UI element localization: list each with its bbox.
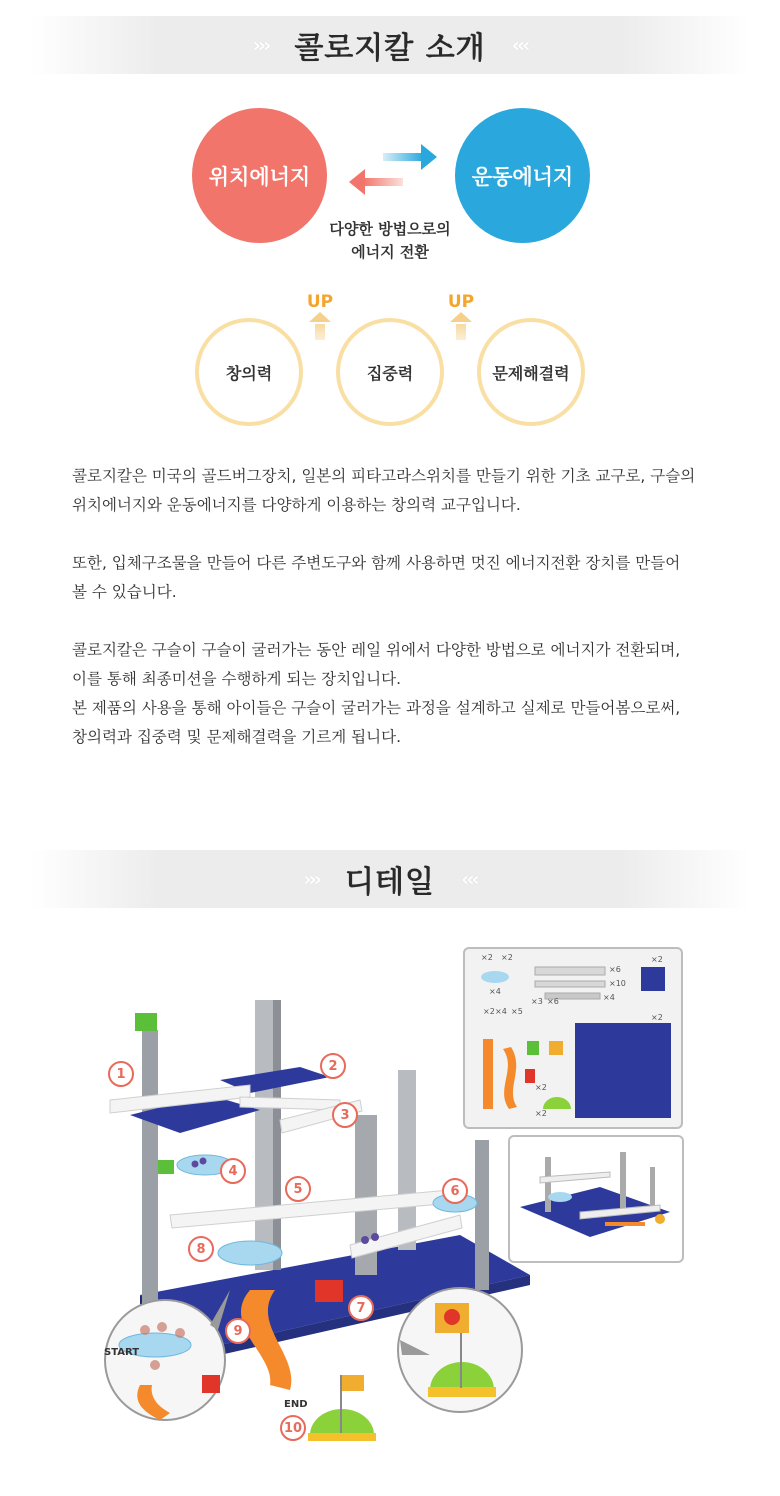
description-paragraph-2	[72, 549, 722, 607]
step-6-badge	[442, 1178, 468, 1204]
pillar	[475, 1140, 489, 1290]
text-line: 본 제품의 사용을 통해 아이들은 구슬이 굴러가는 과정을 설계하고 실제로 만들어봄으로써,	[72, 699, 681, 717]
potential-energy-label: 위치에너지	[208, 164, 311, 189]
step-number: 5	[293, 1181, 303, 1197]
step-number: 3	[340, 1107, 350, 1123]
part-count: ×4	[489, 987, 501, 996]
text-line: 볼 수 있습니다.	[72, 583, 177, 601]
skill-creativity	[195, 318, 303, 426]
step-number: 6	[450, 1183, 460, 1199]
description-paragraph-1	[72, 462, 722, 520]
step-3-badge	[332, 1102, 358, 1128]
up-label: UP	[447, 292, 475, 312]
part-count: ×2	[535, 1083, 547, 1092]
part-count: ×5	[511, 1007, 523, 1016]
step-number: 1	[116, 1066, 126, 1082]
step-number: 2	[328, 1058, 338, 1074]
end-label: END	[284, 1399, 308, 1410]
start-cube	[135, 1013, 157, 1031]
part-count: ×2	[501, 953, 513, 962]
step-2-badge	[320, 1053, 346, 1079]
conversion-line-2: 에너지 전환	[351, 243, 429, 261]
pillar	[142, 1030, 158, 1320]
part-count: ×4	[603, 993, 615, 1002]
parts-illustration	[465, 949, 681, 1127]
skill-label: 창의력	[225, 363, 273, 383]
start-label: START	[104, 1347, 140, 1358]
part-count: ×4	[495, 1007, 507, 1016]
section-title: 콜로지칼 소개	[294, 31, 486, 66]
assembled-illustration	[510, 1137, 682, 1261]
pillar	[398, 1070, 416, 1250]
step-number: 10	[283, 1420, 303, 1436]
part-count: ×2	[651, 1013, 663, 1022]
skill-label: 집중력	[366, 363, 414, 383]
part-count: ×2	[535, 1109, 547, 1118]
step-1-badge	[108, 1061, 134, 1087]
product-diagram	[100, 935, 700, 1475]
step-number: 9	[233, 1323, 243, 1339]
text-line: 콜로지칼은 구슬이 구슬이 굴러가는 동안 레일 위에서 다양한 방법으로 에너지가 전환되며,	[72, 641, 681, 659]
description-paragraph-3	[72, 636, 722, 752]
part-count: ×3	[531, 997, 543, 1006]
step-4-badge	[220, 1158, 246, 1184]
part-count: ×2	[481, 953, 493, 962]
step-5-badge	[285, 1176, 311, 1202]
text-line: 위치에너지와 운동에너지를 다양하게 이용하는 창의력 교구입니다.	[72, 496, 521, 514]
step-9-badge	[225, 1318, 251, 1344]
step-number: 4	[228, 1163, 238, 1179]
arrow-up-icon	[309, 312, 331, 322]
parts-inset	[463, 947, 683, 1129]
assembled-inset	[508, 1135, 684, 1263]
conversion-arrows-icon	[345, 140, 440, 200]
step-8-badge	[188, 1236, 214, 1262]
chevron-right-icon: ›››	[252, 33, 269, 57]
conversion-caption	[300, 218, 480, 264]
step-number: 7	[356, 1300, 366, 1316]
text-line: 이를 통해 최종미션을 수행하게 되는 장치입니다.	[72, 670, 402, 688]
step-7-badge	[348, 1295, 374, 1321]
intro-header	[30, 16, 750, 74]
step-10-badge	[280, 1415, 306, 1441]
chevron-left-icon: ‹‹‹	[460, 867, 477, 891]
step-number: 8	[196, 1241, 206, 1257]
kinetic-energy-label: 운동에너지	[471, 164, 574, 189]
zoom-bubble-left	[105, 1300, 225, 1420]
part-count: ×6	[609, 965, 621, 974]
part-count: ×6	[547, 997, 559, 1006]
skill-problem-solving	[477, 318, 585, 426]
description-text	[72, 462, 722, 781]
skill-label: 문제해결력	[492, 363, 570, 383]
up-arrow-1	[305, 292, 335, 340]
up-label: UP	[306, 292, 334, 312]
part-count: ×10	[609, 979, 626, 988]
text-line: 콜로지칼은 미국의 골드버그장치, 일본의 피타고라스위치를 만들기 위한 기초 교구로, 구슬의	[72, 467, 696, 485]
detail-header	[30, 850, 750, 908]
section-title: 디테일	[345, 865, 435, 900]
part-count: ×2	[651, 955, 663, 964]
arrow-up-icon	[450, 312, 472, 322]
chevron-right-icon: ›››	[303, 867, 320, 891]
skill-concentration	[336, 318, 444, 426]
text-line: 또한, 입체구조물을 만들어 다른 주변도구와 함께 사용하면 멋진 에너지전환 장치를 만들어	[72, 554, 681, 572]
up-arrow-2	[446, 292, 476, 340]
conversion-line-1: 다양한 방법으로의	[329, 220, 451, 238]
text-line: 창의력과 집중력 및 문제해결력을 기르게 됩니다.	[72, 728, 402, 746]
chevron-left-icon: ‹‹‹	[511, 33, 528, 57]
pillar	[255, 1000, 273, 1270]
part-count: ×2	[483, 1007, 495, 1016]
